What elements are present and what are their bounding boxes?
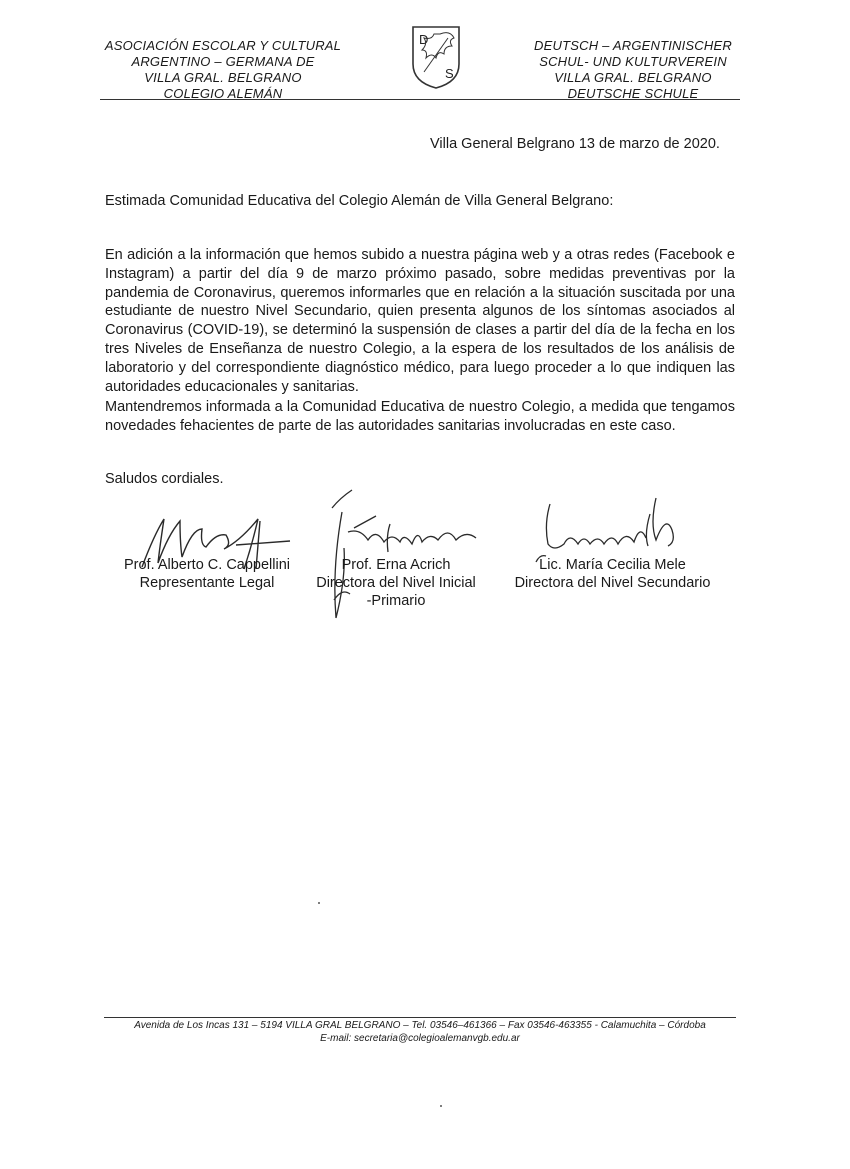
signatory-role-continued: -Primario (366, 593, 426, 609)
signatory-role: Directora del Nivel Secundario (514, 575, 711, 591)
header-left-block (88, 38, 358, 102)
school-crest-icon (410, 24, 462, 90)
signatory-name: Prof. Erna Acrich (341, 557, 451, 573)
header-left-line: ASOCIACIÓN ESCOLAR Y CULTURAL (104, 38, 342, 53)
header-left-line: ARGENTINO – GERMANA DE (131, 54, 315, 69)
signatory-role: Directora del Nivel Inicial (316, 575, 476, 591)
letter-paragraph: En adición a la información que hemos subido a nuestra página web y a otras redes (Facebook e Instagram) a partir del día 9 de marzo próximo pasado, sobre medidas preventivas por la pandemia de Coronavirus, queremos informarles que en relación a la situación suscitada por una estudiante de nuestro Nivel Secundario, quien presenta algunos de los síntomas asociados al Coronavirus (COVID-19), se determinó la suspensión de clases a partir del día de la fecha en los tres Niveles de Enseñanza de nuestro Colegio, a la espera de los resultados de los análisis de laboratorio y del correspondiente diagnóstico médico, para luego proceder a lo que indiquen las autoridades educacionales y sanitarias. (105, 247, 735, 395)
signatory-role: Representante Legal (139, 575, 275, 591)
footer-address: Avenida de Los Incas 131 – 5194 VILLA GRAL BELGRANO – Tel. 03546–461366 – Fax 03546-463355 - Calamuchita – Córdoba (134, 1020, 706, 1031)
header-right-block (498, 38, 768, 102)
header-right-line: VILLA GRAL. BELGRANO (554, 70, 712, 85)
header-divider (100, 99, 740, 100)
signature-block (112, 556, 302, 592)
header-left-line: COLEGIO ALEMÁN (163, 86, 283, 101)
header-right-line: DEUTSCH – ARGENTINISCHER (534, 38, 732, 53)
footer-email: E-mail: secretaria@colegioalemanvgb.edu.ar (320, 1033, 520, 1044)
crest-letter-s: S (445, 66, 454, 81)
signature-3-handwriting (520, 494, 700, 564)
header-right-line: DEUTSCHE SCHULE (567, 86, 699, 101)
letter-closing: Saludos cordiales. (105, 471, 224, 487)
footer-divider (104, 1017, 736, 1018)
scan-speck (318, 902, 320, 904)
signature-block (505, 556, 720, 592)
signature-block (310, 556, 482, 610)
header-left-line: VILLA GRAL. BELGRANO (144, 70, 302, 85)
crest-letter-d: D (419, 32, 429, 47)
footer (104, 1019, 736, 1045)
signatory-name: Prof. Alberto C. Cappellini (123, 557, 291, 573)
header-right-line: SCHUL- UND KULTURVEREIN (539, 54, 727, 69)
letter-salutation: Estimada Comunidad Educativa del Colegio Alemán de Villa General Belgrano: (105, 193, 614, 209)
letter-date: Villa General Belgrano 13 de marzo de 2020. (430, 136, 720, 152)
signatory-name: Lic. María Cecilia Mele (539, 557, 686, 573)
letter-paragraph: Mantendremos informada a la Comunidad Educativa de nuestro Colegio, a medida que tengamos novedades fehacientes de parte de las autoridades sanitarias involucradas en este caso. (105, 399, 735, 434)
scan-speck (440, 1105, 442, 1107)
